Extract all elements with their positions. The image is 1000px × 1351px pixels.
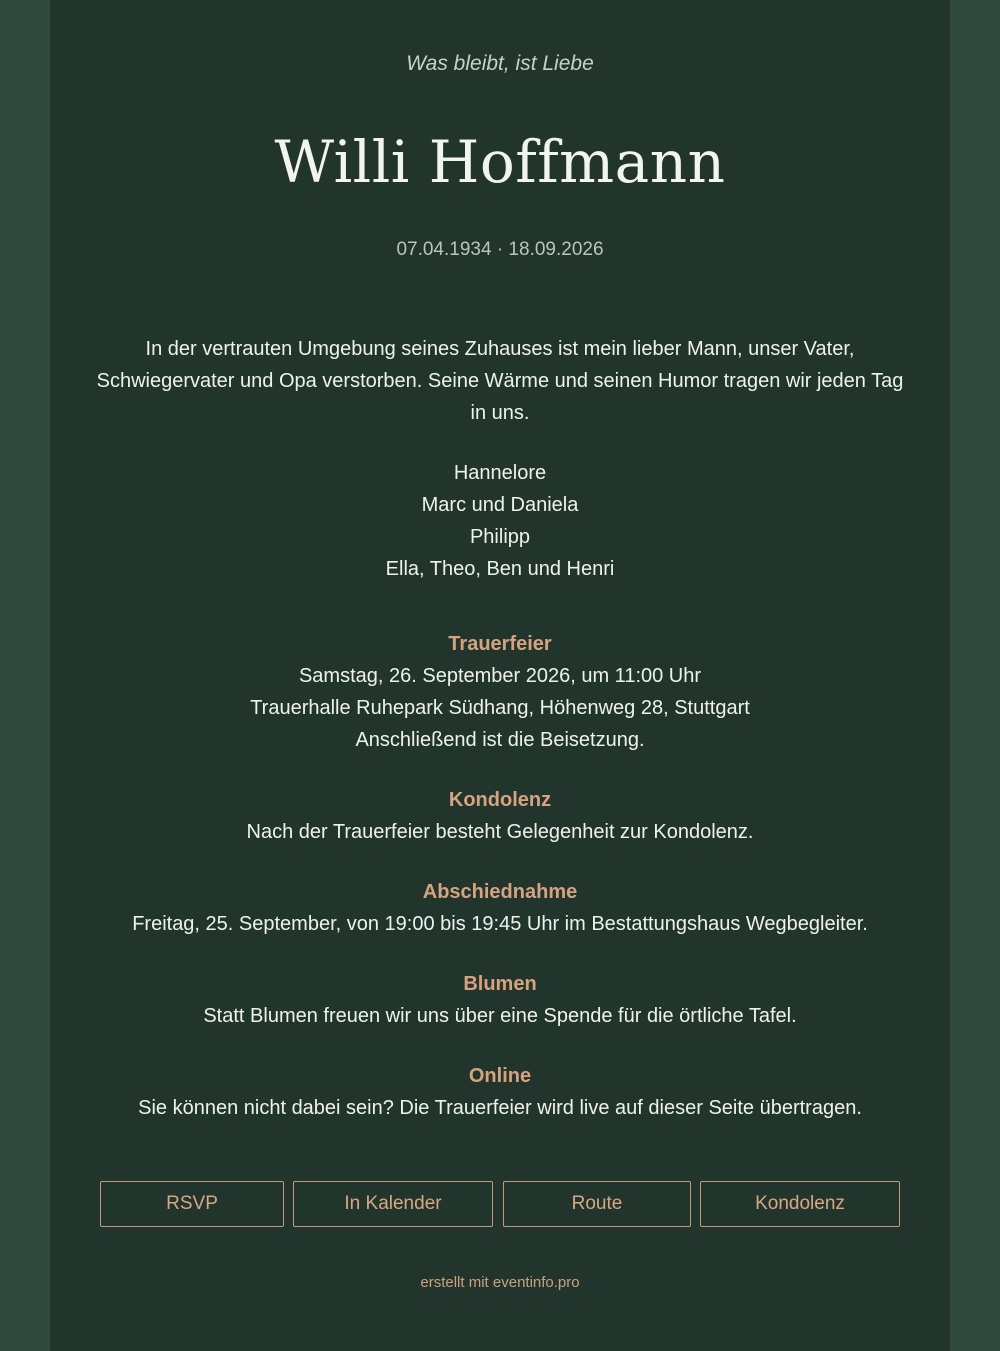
section-line: Freitag, 25. September, von 19:00 bis 19:45 Uhr im Bestattungshaus Wegbegleiter. <box>132 913 868 935</box>
section-title: Kondolenz <box>448 789 552 811</box>
section-title: Online <box>468 1065 532 1087</box>
rsvp-button[interactable]: RSVP <box>100 1181 284 1227</box>
section-line: Trauerhalle Ruhepark Südhang, Höhenweg 28, Stuttgart <box>250 697 750 719</box>
deceased-name: Willi Hoffmann <box>274 128 726 196</box>
tagline: Was bleibt, ist Liebe <box>406 52 594 75</box>
action-buttons <box>100 1181 900 1227</box>
section-title: Trauerfeier <box>448 633 552 655</box>
section-title: Blumen <box>463 973 537 995</box>
route-button[interactable]: Route <box>503 1181 691 1227</box>
family-member: Hannelore <box>453 462 547 484</box>
family-member: Philipp <box>469 526 531 548</box>
add-to-calendar-button[interactable]: In Kalender <box>293 1181 493 1227</box>
section-line: Samstag, 26. September 2026, um 11:00 Uhr <box>298 665 702 687</box>
intro-text: In der vertrauten Umgebung seines Zuhauses ist mein lieber Mann, unser Vater, Schwiegervater und Opa verstorben. Seine Wärme und seinen Humor tragen wir jeden Tag in uns. <box>96 338 904 424</box>
event-sections <box>90 628 910 1152</box>
section-abschiednahme <box>90 876 910 940</box>
footer-credit-link[interactable]: erstellt mit eventinfo.pro <box>420 1274 580 1291</box>
obituary-card <box>50 0 950 1351</box>
family-member: Marc und Daniela <box>421 494 579 516</box>
kondolenz-button[interactable]: Kondolenz <box>700 1181 900 1227</box>
section-blumen <box>90 968 910 1032</box>
section-trauerfeier <box>90 628 910 756</box>
section-online <box>90 1060 910 1124</box>
family-list <box>50 457 950 585</box>
section-title: Abschiednahme <box>422 881 578 903</box>
section-kondolenz <box>90 784 910 848</box>
section-line: Statt Blumen freuen wir uns über eine Spende für die örtliche Tafel. <box>203 1005 797 1027</box>
section-line: Nach der Trauerfeier besteht Gelegenheit zur Kondolenz. <box>246 821 754 843</box>
section-line: Anschließend ist die Beisetzung. <box>355 729 645 751</box>
life-dates: 07.04.1934 · 18.09.2026 <box>396 239 604 260</box>
family-member: Ella, Theo, Ben und Henri <box>385 558 615 580</box>
section-line: Sie können nicht dabei sein? Die Trauerfeier wird live auf dieser Seite übertragen. <box>138 1097 862 1119</box>
